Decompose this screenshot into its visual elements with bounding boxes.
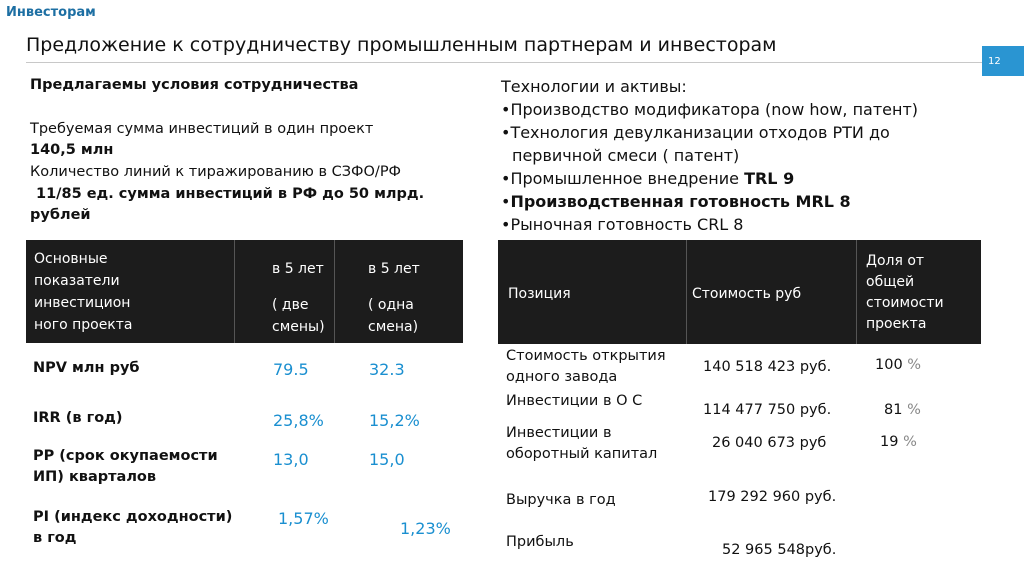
bullet-4: •Производственная готовность MRL 8 <box>501 192 851 211</box>
rrow-2-label: Инвестиции в О С <box>506 393 643 409</box>
investment-label: Требуемая сумма инвестиций в один проект <box>30 121 374 137</box>
rrow-3-cost: 26 040 673 руб <box>712 435 827 451</box>
row-irr-label: IRR (в год) <box>33 410 123 426</box>
page-title: Предложение к сотрудничеству промышленным партнерам и инвесторам <box>26 34 777 56</box>
left-header-col1-l3: инвестицион <box>34 295 131 311</box>
right-table-header <box>498 240 981 344</box>
tech-heading: Технологии и активы: <box>501 77 687 96</box>
lines-value-2: рублей <box>30 207 91 223</box>
row-irr-v1: 25,8% <box>273 411 324 430</box>
conditions-heading: Предлагаемы условия сотрудничества <box>30 77 359 93</box>
lines-value-1: 11/85 ед. сумма инвестиций в РФ до 50 млрд. <box>36 186 425 202</box>
left-header-col2-l1: в 5 лет <box>272 261 324 277</box>
right-header-col1: Позиция <box>508 286 571 302</box>
row-pi-v2: 1,23% <box>400 519 451 538</box>
right-header-col3-l3: стоимости <box>866 295 944 311</box>
rrow-1-share: 100 % <box>875 357 922 373</box>
left-header-col3-l1: в 5 лет <box>368 261 420 277</box>
left-header-col3-l3: смена) <box>368 319 419 335</box>
rrow-2-share: 81 % <box>884 402 921 418</box>
row-pi-label-2: в год <box>33 530 77 546</box>
bullet-3: •Промышленное внедрение TRL 9 <box>501 169 795 188</box>
rrow-2-cost: 114 477 750 руб. <box>703 402 832 418</box>
rrow-3-label-2: оборотный капитал <box>506 446 658 462</box>
right-header-col3-l1: Доля от <box>866 253 925 269</box>
rrow-1-label-1: Стоимость открытия <box>506 348 666 364</box>
right-header-col2: Стоимость руб <box>692 286 802 302</box>
left-table-header <box>26 240 463 343</box>
investment-value: 140,5 млн <box>30 142 114 158</box>
right-header-col3-l2: общей <box>866 274 915 290</box>
page-number-badge <box>982 46 1024 76</box>
left-header-col2-l3: смены) <box>272 319 325 335</box>
row-npv-label: NPV млн руб <box>33 360 140 376</box>
row-pi-v1: 1,57% <box>278 509 329 528</box>
title-divider <box>26 62 982 63</box>
left-header-col1-l1: Основные <box>34 251 108 267</box>
bullet-1: •Производство модификатора (now how, патент) <box>501 100 919 119</box>
row-pp-label-1: PP (срок окупаемости <box>33 448 218 464</box>
right-header-col3-l4: проекта <box>866 316 927 332</box>
row-pp-label-2: ИП) кварталов <box>33 469 157 485</box>
rrow-1-cost: 140 518 423 руб. <box>703 359 832 375</box>
rrow-3-label-1: Инвестиции в <box>506 425 612 441</box>
left-header-col1-l4: ного проекта <box>34 317 133 333</box>
bullet-2-cont: первичной смеси ( патент) <box>512 146 740 165</box>
row-npv-v2: 32.3 <box>369 360 405 379</box>
bullet-2: •Технология девулканизации отходов РТИ до <box>501 123 890 142</box>
rrow-4-cost: 179 292 960 руб. <box>708 489 837 505</box>
row-pp-v2: 15,0 <box>369 450 405 469</box>
rrow-4-label: Выручка в год <box>506 492 616 508</box>
rrow-5-label: Прибыль <box>506 534 574 550</box>
row-pi-label-1: PI (индекс доходности) <box>33 509 233 525</box>
rrow-5-cost: 52 965 548руб. <box>722 542 837 558</box>
bullet-5: •Рыночная готовность CRL 8 <box>501 215 744 234</box>
rrow-1-label-2: одного завода <box>506 369 618 385</box>
page-number: 12 <box>988 56 1001 67</box>
left-header-col2-l2: ( две <box>272 297 309 313</box>
row-irr-v2: 15,2% <box>369 411 420 430</box>
section-label[interactable]: Инвесторам <box>6 5 96 20</box>
row-pp-v1: 13,0 <box>273 450 309 469</box>
left-header-col3-l2: ( одна <box>368 297 414 313</box>
left-header-col1-l2: показатели <box>34 273 120 289</box>
row-npv-v1: 79.5 <box>273 360 309 379</box>
rrow-3-share: 19 % <box>880 434 917 450</box>
lines-label: Количество линий к тиражированию в СЗФО/РФ <box>30 164 402 180</box>
